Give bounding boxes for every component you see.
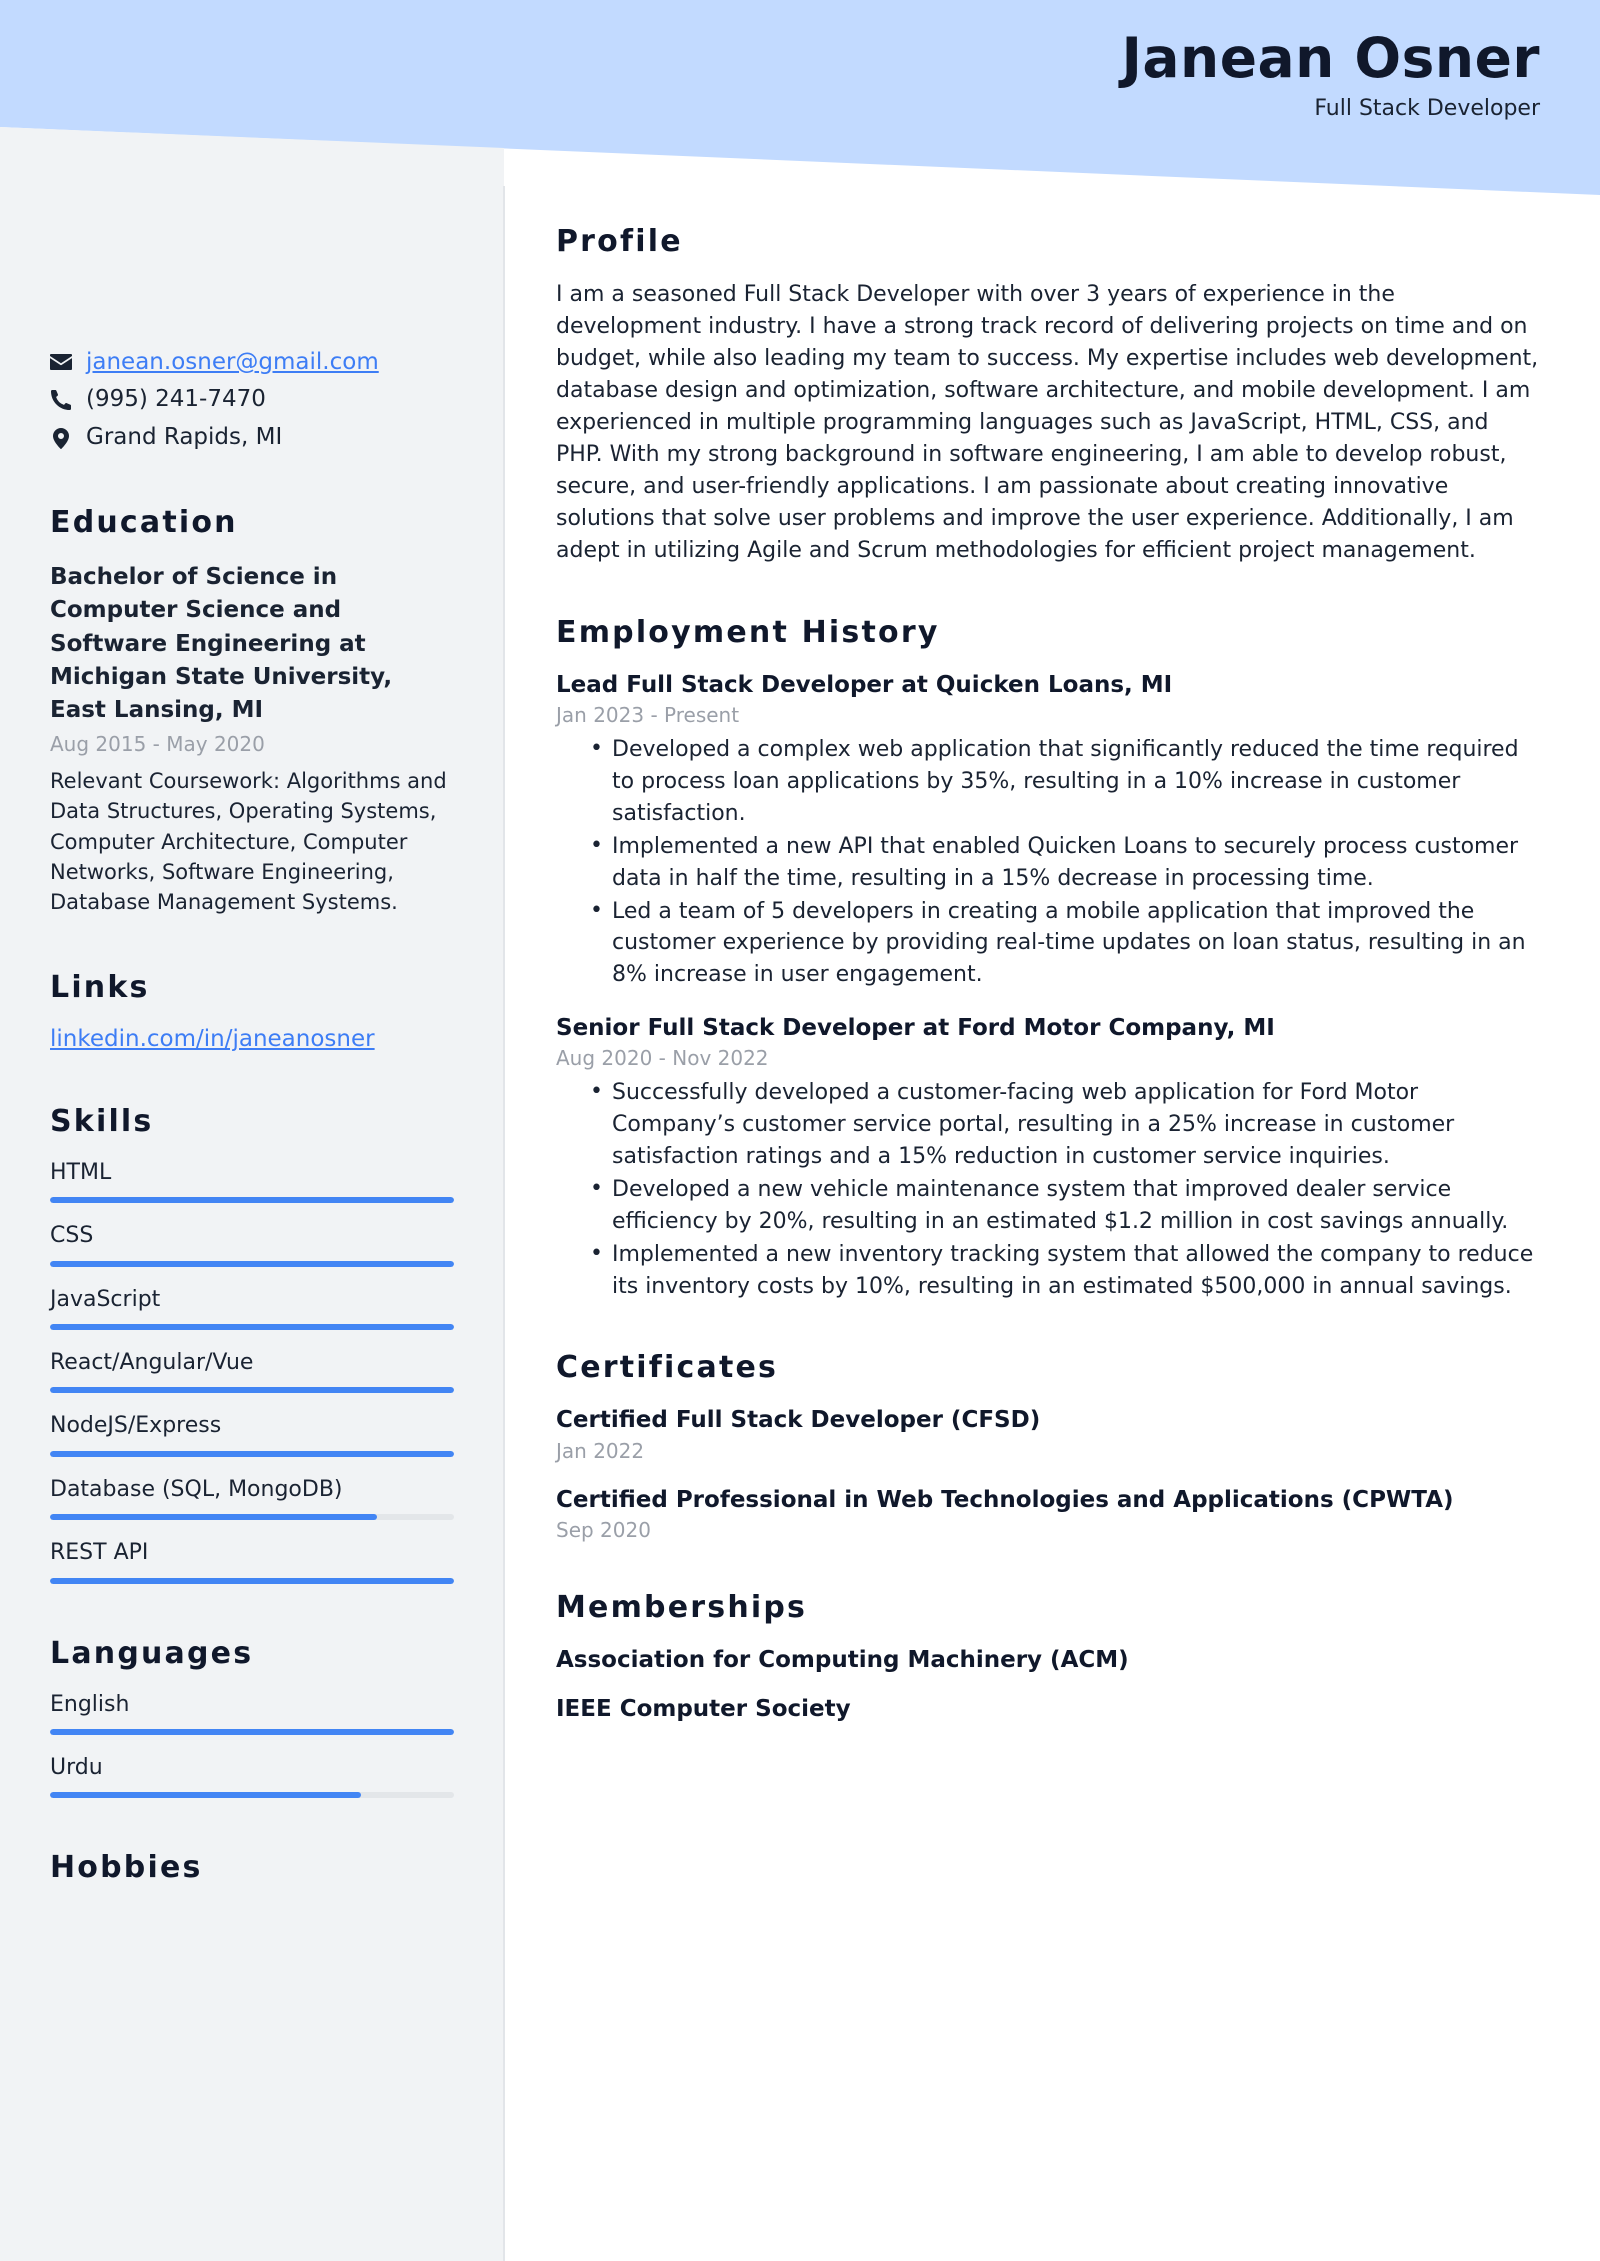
job-date: Aug 2020 - Nov 2022 bbox=[556, 1046, 769, 1071]
links-heading: Links bbox=[50, 969, 150, 1005]
skill-item bbox=[50, 1350, 454, 1393]
skill-label: NodeJS/Express bbox=[50, 1413, 222, 1439]
language-label: English bbox=[50, 1691, 130, 1717]
skill-label: REST API bbox=[50, 1540, 149, 1566]
skill-level-fill bbox=[50, 1261, 454, 1267]
page-title: Janean Osner bbox=[1121, 26, 1540, 90]
skill-level-track bbox=[50, 1451, 454, 1457]
skill-item bbox=[50, 1223, 454, 1266]
skill-level-fill bbox=[50, 1451, 454, 1457]
location-text: Grand Rapids, MI bbox=[86, 424, 283, 451]
job-entry bbox=[556, 670, 1540, 991]
skill-item bbox=[50, 1477, 454, 1520]
skill-item bbox=[50, 1160, 454, 1203]
skill-item bbox=[50, 1287, 454, 1330]
job-bullet: • Implemented a new API that enabled Quicken Loans to securely process customer data in half the time, resulting in a 15% decrease in processing time. bbox=[590, 831, 1540, 895]
job-bullets bbox=[556, 734, 1540, 991]
profile-heading: Profile bbox=[556, 224, 683, 259]
skill-label: CSS bbox=[50, 1223, 94, 1249]
certificates-list bbox=[556, 1405, 1540, 1541]
memberships-section bbox=[556, 1590, 1540, 1725]
contact-row-location bbox=[50, 423, 454, 453]
languages-list bbox=[50, 1692, 454, 1799]
envelope-icon bbox=[50, 354, 72, 370]
skill-level-track bbox=[50, 1578, 454, 1584]
contact-block bbox=[50, 347, 454, 453]
column-divider bbox=[503, 186, 505, 2261]
job-bullets bbox=[556, 1077, 1540, 1302]
skill-level-track bbox=[50, 1514, 454, 1520]
skill-item bbox=[50, 1540, 454, 1583]
skill-level-track bbox=[50, 1387, 454, 1393]
phone-icon bbox=[50, 390, 72, 410]
job-title: Lead Full Stack Developer at Quicken Loans, MI bbox=[556, 672, 1173, 698]
skill-level-track bbox=[50, 1261, 454, 1267]
email-link[interactable]: janean.osner@gmail.com bbox=[86, 349, 379, 375]
skill-level-fill bbox=[50, 1387, 454, 1393]
skill-item bbox=[50, 1413, 454, 1456]
linkedin-link[interactable]: linkedin.com/in/janeanosner bbox=[50, 1025, 375, 1052]
job-bullet: • Successfully developed a customer-facing web application for Ford Motor Company’s customer service portal, resulting in a 25% increase in customer satisfaction ratings and a 15% reduction in customer service inquiries. bbox=[590, 1077, 1540, 1173]
skills-heading: Skills bbox=[50, 1103, 154, 1139]
job-bullet: • Developed a new vehicle maintenance system that improved dealer service efficiency by 20%, resulting in an estimated $1.2 million in cost savings annually. bbox=[590, 1174, 1540, 1238]
language-item bbox=[50, 1692, 454, 1735]
skill-level-fill bbox=[50, 1578, 454, 1584]
hobbies-section bbox=[50, 1850, 454, 1885]
main-column bbox=[556, 0, 1540, 1813]
certificate-entry bbox=[556, 1405, 1540, 1462]
language-level-fill bbox=[50, 1792, 361, 1798]
contact-row-phone bbox=[50, 385, 454, 415]
education-degree: Bachelor of Science in Computer Science and Software Engineering at Michigan State University, East Lansing, MI bbox=[50, 564, 393, 724]
employment-section bbox=[556, 615, 1540, 1302]
language-level-track bbox=[50, 1729, 454, 1735]
language-level-fill bbox=[50, 1729, 454, 1735]
education-heading: Education bbox=[50, 505, 238, 540]
skill-label: React/Angular/Vue bbox=[50, 1350, 254, 1376]
skill-level-fill bbox=[50, 1197, 454, 1203]
job-entry bbox=[556, 1013, 1540, 1302]
job-subtitle: Full Stack Developer bbox=[1314, 95, 1540, 121]
sidebar bbox=[0, 148, 504, 2261]
job-bullet: • Implemented a new inventory tracking system that allowed the company to reduce its inventory costs by 10%, resulting in an estimated $500,000 in annual savings. bbox=[590, 1239, 1540, 1303]
job-bullet: • Developed a complex web application that significantly reduced the time required to process loan applications by 35%, resulting in a 10% increase in customer satisfaction. bbox=[590, 734, 1540, 830]
header-text-block bbox=[0, 28, 1540, 122]
profile-text: I am a seasoned Full Stack Developer with over 3 years of experience in the development industry. I have a strong track record of delivering projects on time and on budget, while also leading my team to success. My expertise includes web development, database design and optimization, software architecture, and mobile development. I am experienced in multiple programming languages such as JavaScript, HTML, CSS, and PHP. With my strong background in software engineering, I am able to develop robust, secure, and user-friendly applications. I am passionate about creating innovative solutions that solve user problems and improve the user experience. Additionally, I am adept in utilizing Agile and Scrum methodologies for efficient project management. bbox=[556, 282, 1539, 563]
job-bullet: • Led a team of 5 developers in creating a mobile application that improved the customer experience by providing real-time updates on loan status, resulting in an 8% increase in user engagement. bbox=[590, 896, 1540, 992]
certificates-heading: Certificates bbox=[556, 1350, 779, 1386]
skill-label: JavaScript bbox=[50, 1286, 161, 1312]
certificates-section bbox=[556, 1350, 1540, 1541]
profile-section bbox=[556, 224, 1540, 567]
languages-section bbox=[50, 1636, 454, 1799]
education-section bbox=[50, 505, 454, 918]
skills-section bbox=[50, 1104, 454, 1584]
phone-text: (995) 241-7470 bbox=[86, 386, 266, 413]
jobs-list bbox=[556, 670, 1540, 1302]
hobbies-heading: Hobbies bbox=[50, 1850, 203, 1886]
certificate-date: Sep 2020 bbox=[556, 1517, 651, 1542]
language-item bbox=[50, 1755, 454, 1798]
employment-heading: Employment History bbox=[556, 615, 940, 650]
language-label: Urdu bbox=[50, 1755, 103, 1781]
education-coursework: Relevant Coursework: Algorithms and Data Structures, Operating Systems, Computer Architecture, Computer Networks, Software Engineering, Database Management Systems. bbox=[50, 768, 447, 915]
contact-row-email[interactable] bbox=[50, 347, 454, 377]
certificate-title: Certified Full Stack Developer (CFSD) bbox=[556, 1407, 1041, 1434]
language-level-track bbox=[50, 1792, 454, 1798]
skill-label: Database (SQL, MongoDB) bbox=[50, 1476, 343, 1502]
skill-level-fill bbox=[50, 1514, 377, 1520]
memberships-heading: Memberships bbox=[556, 1589, 808, 1625]
job-title: Senior Full Stack Developer at Ford Motor Company, MI bbox=[556, 1015, 1275, 1042]
location-pin-icon bbox=[50, 428, 72, 449]
membership-item: Association for Computing Machinery (ACM) bbox=[556, 1646, 1129, 1673]
memberships-list bbox=[556, 1645, 1540, 1725]
skill-label: HTML bbox=[50, 1159, 112, 1185]
links-section bbox=[50, 970, 454, 1052]
certificate-date: Jan 2022 bbox=[556, 1438, 645, 1463]
skill-level-fill bbox=[50, 1324, 454, 1330]
education-date: Aug 2015 - May 2020 bbox=[50, 731, 265, 756]
certificate-title: Certified Professional in Web Technologies and Applications (CPWTA) bbox=[556, 1486, 1454, 1513]
skill-level-track bbox=[50, 1324, 454, 1330]
languages-heading: Languages bbox=[50, 1635, 254, 1671]
membership-item: IEEE Computer Society bbox=[556, 1695, 851, 1722]
skills-list bbox=[50, 1160, 454, 1584]
skill-level-track bbox=[50, 1197, 454, 1203]
job-date: Jan 2023 - Present bbox=[556, 703, 740, 728]
certificate-entry bbox=[556, 1485, 1540, 1542]
